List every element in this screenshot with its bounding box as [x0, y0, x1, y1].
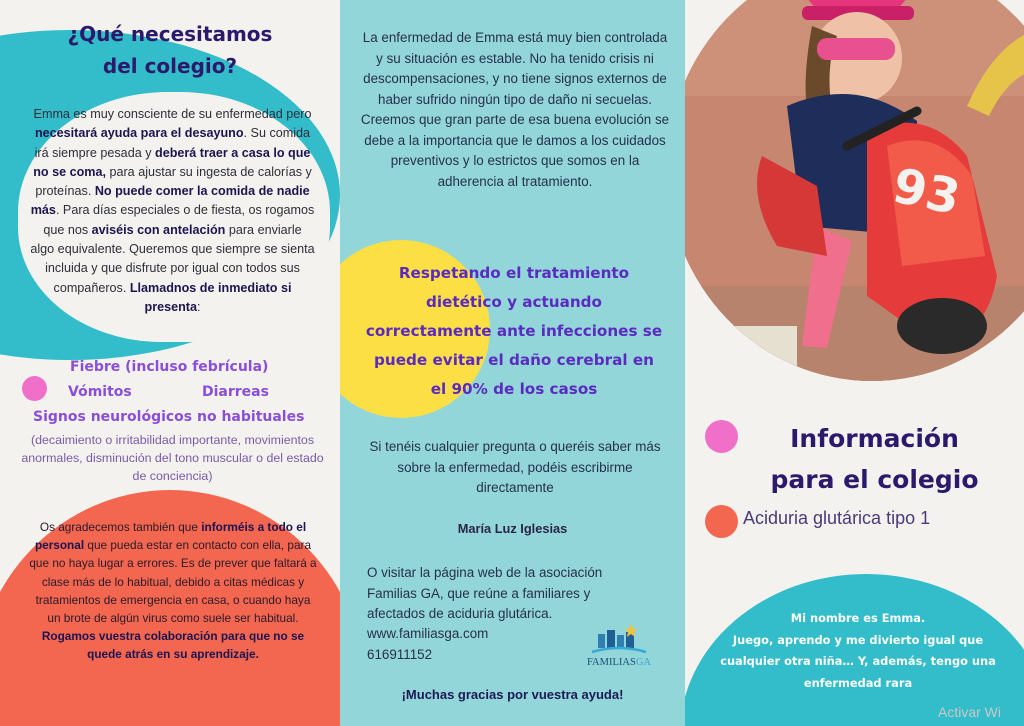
logo-text-familias: FAMILIAS: [587, 657, 636, 668]
emphasized-text: deberá traer a casa lo que no se coma,: [33, 145, 311, 179]
emma-introduction: Mi nombre es Emma. Juego, aprendo y me divierto igual que cualquier otra niña… Y, además, tengo una enfermedad rara: [720, 611, 996, 690]
paragraph-text: Os agradecemos también que: [39, 520, 202, 534]
paragraph-text: . Su comida irá siempre pesada y: [34, 126, 311, 160]
paragraph-text: que pueda estar en contacto con ella, para que no haya lugar a errores. Es de prever que faltará a clase más de lo habitual, debido a citas médicas y tratamientos de emergencia en casa, o cuando haya un brote de algún virus como suele ser habitual.: [29, 538, 317, 626]
symptom-fever: Fiebre (incluso febrícula): [70, 359, 269, 375]
symptom-note: (decaimiento o irritabilidad importante, movimientos anormales, disminución del tono muscular o del estado de conciencia): [21, 433, 324, 483]
activation-watermark: Activar Wi: [938, 704, 1001, 720]
right-panel: [685, 0, 1024, 726]
school-needs-paragraph: [30, 105, 315, 317]
condition-paragraph: La enfermedad de Emma está muy bien controlada y su situación es estable. No ha tenido crisis ni descompensaciones, y no tiene signos externos de haber sufrido ningún tipo de daño ni secuelas. Creemos que gran parte de esa buena evolución se debe a la importancia que le damos a los cuidados preventivos y lo estrictos que somos en la adherencia al tratamiento.: [360, 30, 670, 189]
emphasized-text: Rogamos vuestra colaboración para que no se quede atrás en su aprendizaje.: [41, 629, 305, 662]
association-paragraph: O visitar la página web de la asociación Familias GA, que reúne a familiares y afectados de aciduria glutárica.: [367, 565, 603, 621]
contact-paragraph: Si tenéis cualquier pregunta o queréis saber más sobre la enfermedad, podéis escribirme directamente: [369, 439, 661, 495]
familias-ga-logo: [578, 622, 660, 674]
coral-bullet-dot: [705, 505, 738, 538]
emphasized-text: No puede comer la comida de nadie más: [30, 184, 310, 218]
left-panel: [0, 0, 340, 726]
logo-houses-icon: [578, 622, 660, 658]
phone-number: 616911152: [367, 647, 433, 662]
logo-text-ga: GA: [635, 657, 651, 668]
website-link[interactable]: www.familiasga.com: [367, 626, 489, 641]
emphasis-statement: Respetando el tratamiento dietético y actuando correctamente ante infecciones se puede evitar el daño cerebral en el 90% de los casos: [365, 264, 663, 398]
paragraph-text: Emma es muy consciente de su enfermedad pero: [33, 107, 312, 121]
thanks-message: ¡Muchas gracias por vuestra ayuda!: [401, 687, 624, 702]
paragraph-text: para enviarle algo equivalente. Queremos que siempre se sienta incluida y que disfrute por igual con todos sus compañeros.: [30, 222, 315, 295]
photo-circle: [685, 0, 1024, 381]
brochure-title: Información para el colegio: [770, 424, 979, 494]
pink-bullet-dot: [22, 376, 47, 401]
symptom-neuro: Signos neurológicos no habituales: [33, 409, 305, 425]
brochure-subtitle: Aciduria glutárica tipo 1: [743, 508, 931, 528]
symptom-vomit: Vómitos: [68, 384, 132, 400]
emphasized-text: aviséis con antelación: [91, 222, 226, 237]
paragraph-text: para ajustar su ingesta de calorías y proteínas.: [35, 164, 312, 199]
author-name: María Luz Iglesias: [457, 521, 568, 536]
svg-text:93: 93: [887, 157, 965, 227]
girl-on-scooter-photo: [685, 0, 1024, 381]
symptom-diarrhea: Diarreas: [202, 384, 269, 400]
middle-panel: [340, 0, 685, 726]
paragraph-text: :: [197, 299, 201, 314]
section-title: ¿Qué necesitamos del colegio?: [67, 22, 273, 78]
emphasized-text: Llamadnos de inmediato si presenta: [129, 280, 292, 314]
paragraph-text: . Para días especiales o de fiesta, os rogamos que nos: [43, 203, 315, 237]
emphasized-text: necesitará ayuda para el desayuno: [34, 126, 244, 141]
closing-paragraph: [28, 518, 318, 664]
emphasized-text: informéis a todo el personal: [34, 520, 307, 553]
